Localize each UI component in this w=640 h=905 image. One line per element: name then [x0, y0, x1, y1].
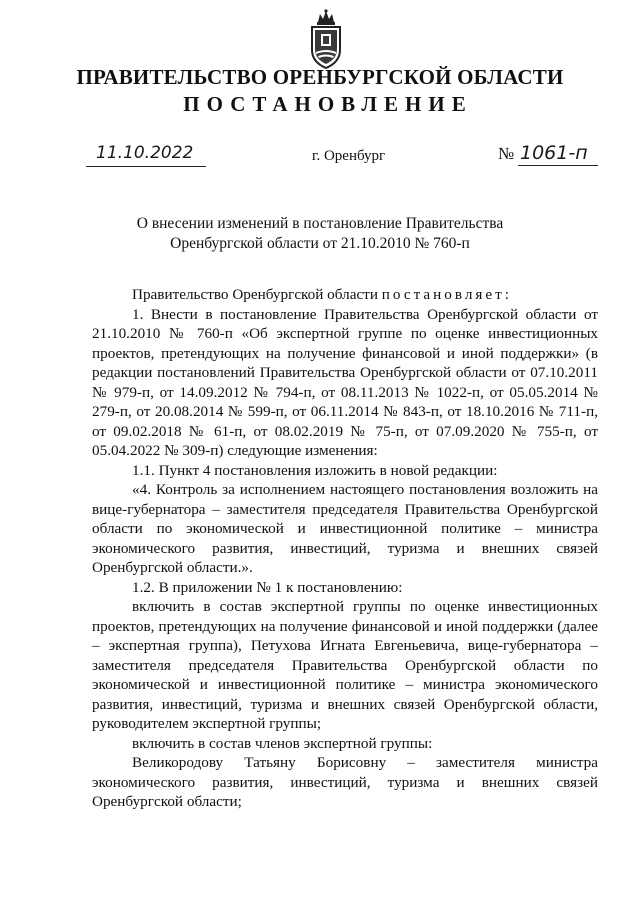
number-value: 1061-п	[520, 142, 588, 164]
intro-text: Правительство Оренбургской области	[132, 286, 378, 303]
date-underline	[86, 166, 206, 167]
number-underline	[518, 165, 598, 166]
paragraph-1-2-a: включить в состав экспертной группы по оценке инвестиционных проектов, претендующих на получение финансовой и иной поддержки (далее – экспертная группа), Петухова Игната Евгеньевича, вице-губернатора – заместителя председателя Правительства Оренбургской области по экономической и инвестиционной политике – министра экономического развития, инвестиций, туризма и внешних связей Оренбургской области, руководителем экспертной группы;	[92, 598, 598, 732]
document-subject	[0, 214, 640, 254]
paragraph-1-2-b: включить в состав членов экспертной группы:	[132, 734, 433, 752]
subject-line-2: Оренбургской области от 21.10.2010 № 760-п	[170, 235, 470, 252]
paragraph-1-2-c: Великородову Татьяну Борисовну – заместителя министра экономического развития, инвестиций, туризма и внешних связей Оренбургской области;	[92, 754, 598, 810]
intro-paragraph	[92, 285, 598, 305]
date-value: 11.10.2022	[96, 143, 194, 163]
document-date	[86, 143, 206, 169]
number-label: №	[498, 144, 515, 163]
document-type: ПОСТАНОВЛЕНИЕ	[183, 92, 473, 116]
coat-of-arms-icon	[306, 8, 346, 70]
paragraph-1: 1. Внести в постановление Правительства Оренбургской области от 21.10.2010 № 760-п «Об экспертной группе по оценке инвестиционных проектов, претендующих на получение финансовой и иной поддержки» (в редакции постановлений Правительства Оренбургской области от 07.10.2011 № 979-п, от 14.09.2012 № 794-п, от 08.11.2013 № 1022-п, от 05.05.2014 № 279-п, от 20.08.2014 № 599-п, от 06.11.2014 № 843-п, от 18.10.2016 № 711-п, от 09.02.2018 № 61-п, от 08.02.2019 № 75-п, от 07.09.2020 № 755-п, от 05.04.2022 № 309-п) следующие изменения:	[92, 305, 598, 459]
paragraph-1-2: 1.2. В приложении № 1 к постановлению:	[132, 578, 403, 596]
paragraph-1-1-quote: «4. Контроль за исполнением настоящего постановления возложить на вице-губернатора – заместителя председателя Правительства Оренбургской области по экономической и инвестиционной политике – министра экономического развития, инвестиций, туризма и внешних связей Оренбургской области.».	[92, 481, 598, 576]
city: г. Оренбург	[312, 148, 386, 164]
paragraph-1-1: 1.1. Пункт 4 постановления изложить в новой редакции:	[132, 461, 498, 479]
document-number	[498, 142, 598, 168]
intro-decree-word: постановляет:	[381, 286, 513, 303]
subject-line-1: О внесении изменений в постановление Правительства	[136, 215, 504, 232]
document-body	[92, 285, 598, 812]
government-title: ПРАВИТЕЛЬСТВО ОРЕНБУРГСКОЙ ОБЛАСТИ	[76, 65, 564, 89]
